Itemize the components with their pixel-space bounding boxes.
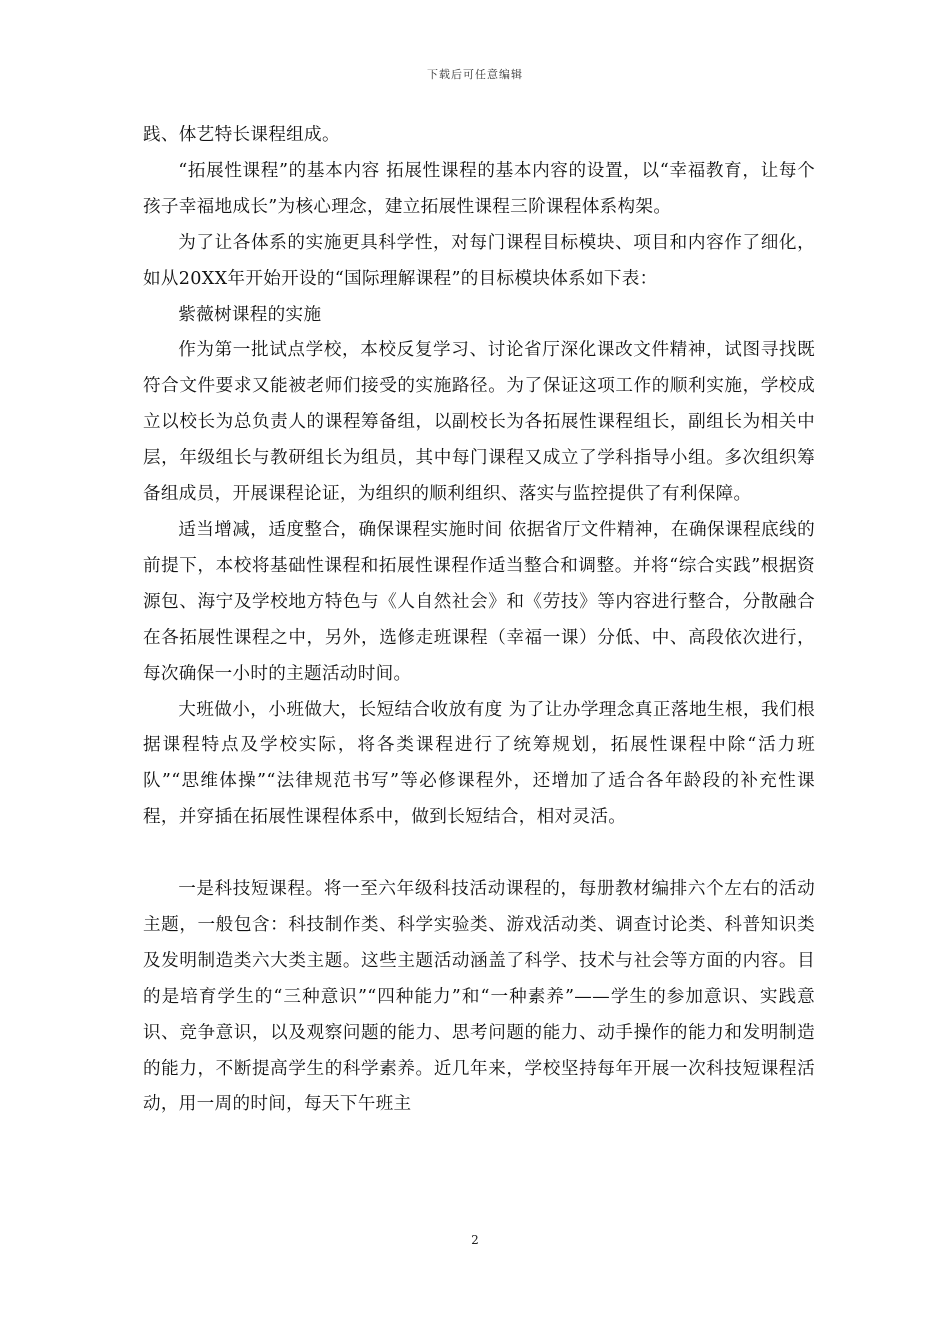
page-number: 2: [471, 1233, 479, 1247]
paragraph-continuation: 践、体艺特长课程组成。: [143, 125, 340, 145]
document-body: [143, 118, 815, 1123]
paragraph-tech-short-course: 一是科技短课程。将一至六年级科技活动课程的，每册教材编排六个左右的活动主题，一般包含：科技制作类、科学实验类、游戏活动类、调查讨论类、科普知识类及发明制造类六大类主题。这些主题活动涵盖了科学、技术与社会等方面的内容。目的是培育学生的“三种意识”“四种能力”和“一种素养”——学生的参加意识、实践意识、竞争意识，以及观察问题的能力、思考问题的能力、动手操作的能力和发明制造的能力，不断提高学生的科学素养。近几年来，学校坚持每年开展一次科技短课程活动，用一周的时间，每天下午班主: [143, 879, 815, 1115]
paragraph-course-integration: 适当增减，适度整合，确保课程实施时间 依据省厅文件精神，在确保课程底线的前提下，本校将基础性课程和拓展性课程作适当整合和调整。并将“综合实践”根据资源包、海宁及学校地方特色与《人自然社会》和《劳技》等内容进行整合，分散融合在各拓展性课程之中，另外，选修走班课程（幸福一课）分低、中、高段依次进行，每次确保一小时的主题活动时间。: [143, 519, 815, 684]
paragraph-pilot-school: 作为第一批试点学校，本校反复学习、讨论省厅深化课改文件精神，试图寻找既符合文件要求又能被老师们接受的实施路径。为了保证这项工作的顺利实施，学校成立以校长为总负责人的课程筹备组，以副校长为各拓展性课程组长，副组长为相关中层，年级组长与教研组长为组员，其中每门课程又成立了学科指导小组。多次组织筹备组成员，开展课程论证，为组织的顺利组织、落实与监控提供了有利保障。: [143, 340, 815, 505]
paragraph-system-refinement: 为了让各体系的实施更具科学性，对每门课程目标模块、项目和内容作了细化，如从20XX年开始开设的“国际理解课程”的目标模块体系如下表：: [143, 232, 815, 289]
paragraph-class-size: 大班做小，小班做大，长短结合收放有度 为了让办学理念真正落地生根，我们根据课程特点及学校实际，将各类课程进行了统筹规划，拓展性课程中除“活力班队”“思维体操”“法律规范书写”等必修课程外，还增加了适合各年龄段的补充性课程，并穿插在拓展性课程体系中，做到长短结合，相对灵活。: [143, 699, 815, 828]
section-heading: 紫薇树课程的实施: [178, 304, 322, 325]
paragraph-extended-course-content: “拓展性课程”的基本内容 拓展性课程的基本内容的设置，以“幸福教育，让每个孩子幸福地成长”为核心理念，建立拓展性课程三阶课程体系构架。: [143, 160, 815, 217]
page-header: 下载后可任意编辑: [427, 68, 523, 81]
paragraph-spacer: [143, 836, 815, 872]
